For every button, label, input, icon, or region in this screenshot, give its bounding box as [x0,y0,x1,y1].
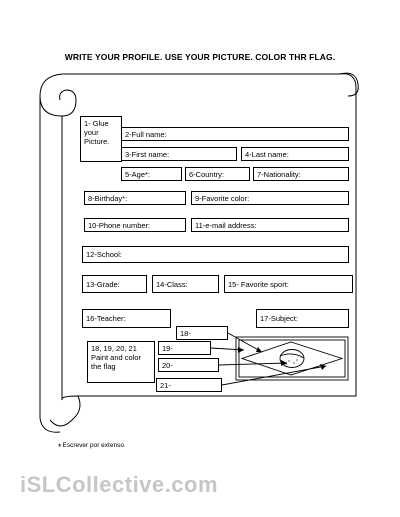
subject-label: 17-Subject: [260,314,298,323]
field-21-label: 21- [160,380,171,390]
favorite-color-label: 9-Favorite color: [195,193,250,203]
flag-instructions-text: 18, 19, 20, 21 Paint and color the flag [91,344,142,371]
worksheet-title: WRITE YOUR PROFILE. USE YOUR PICTURE. COLOR THR FLAG. [64,52,336,62]
first-name-label: 3-First name: [125,149,170,159]
brand-watermark: iSLCollective.com [20,472,219,497]
phone-label: 10-Phone number: [88,220,151,230]
field-19-label: 19- [162,343,173,353]
email-label: 11-e-mail address: [195,220,257,230]
age-label: 5-Age*: [125,169,151,179]
favorite-sport-label: 15- Favorite sport: [228,279,289,289]
full-name-label: 2-Full name: [125,129,167,139]
country-label: 6-Country: [189,169,225,179]
last-name-label: 4-Last name: [245,149,289,159]
photo-box-label: 1- Glue your Picture. [84,119,110,146]
birthday-label: 8-Birthday*: [88,193,128,203]
field-20-label: 20- [162,360,173,370]
teacher-label: 16-Teacher: [86,314,126,323]
school-label: 12-School: [86,250,122,259]
field-18-label: 18- [180,328,191,338]
grade-label: 13-Grade: [86,279,120,289]
footnote [58,442,126,452]
class-label: 14-Class: [156,279,188,289]
footnote-asterisk: * [58,442,62,452]
nationality-label: 7-Nationality: [257,169,301,179]
footnote-text: Escrever por extenso. [62,442,126,449]
